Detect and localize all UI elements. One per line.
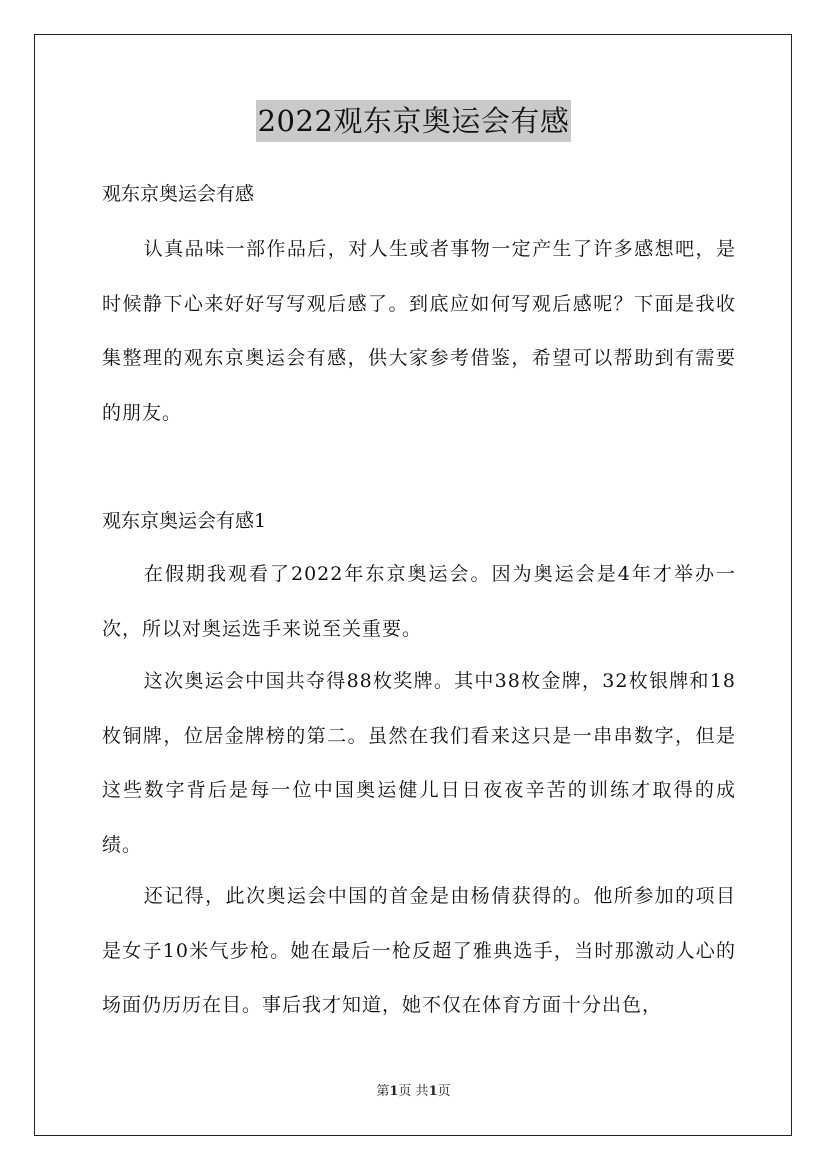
footer-prefix: 第 xyxy=(376,1084,390,1099)
body-paragraph-3: 还记得，此次奥运会中国的首金是由杨倩获得的。他所参加的项目是女子10米气步枪。她在最后一枪反超了雅典选手，当时那激动人心的场面仍历历在目。事后我才知道，她不仅在体育方面十分出色， xyxy=(102,885,736,1016)
title-container xyxy=(0,100,827,142)
intro-heading: 观东京奥运会有感 xyxy=(102,183,255,205)
section-heading: 观东京奥运会有感1 xyxy=(102,510,267,532)
footer-middle: 页 共 xyxy=(398,1084,429,1099)
intro-paragraph: 认真品味一部作品后，对人生或者事物一定产生了许多感想吧，是时候静下心来好好写写观后感了。到底应如何写观后感呢？下面是我收集整理的观东京奥运会有感，供大家参考借鉴，希望可以帮助到有需要的朋友。 xyxy=(102,238,736,424)
document-title: 2022观东京奥运会有感 xyxy=(256,100,572,142)
footer-total-pages: 1 xyxy=(428,1084,438,1099)
body-paragraph-2: 这次奥运会中国共夺得88枚奖牌。其中38枚金牌，32枚银牌和18枚铜牌，位居金牌榜的第二。虽然在我们看来这只是一串串数字，但是这些数字背后是每一位中国奥运健儿日日夜夜辛苦的训练才取得的成绩。 xyxy=(102,670,736,856)
footer-suffix: 页 xyxy=(437,1084,451,1099)
footer-current-page: 1 xyxy=(389,1084,399,1099)
page-footer xyxy=(0,1084,827,1100)
body-paragraph-1: 在假期我观看了2022年东京奥运会。因为奥运会是4年才举办一次，所以对奥运选手来说至关重要。 xyxy=(102,563,736,640)
